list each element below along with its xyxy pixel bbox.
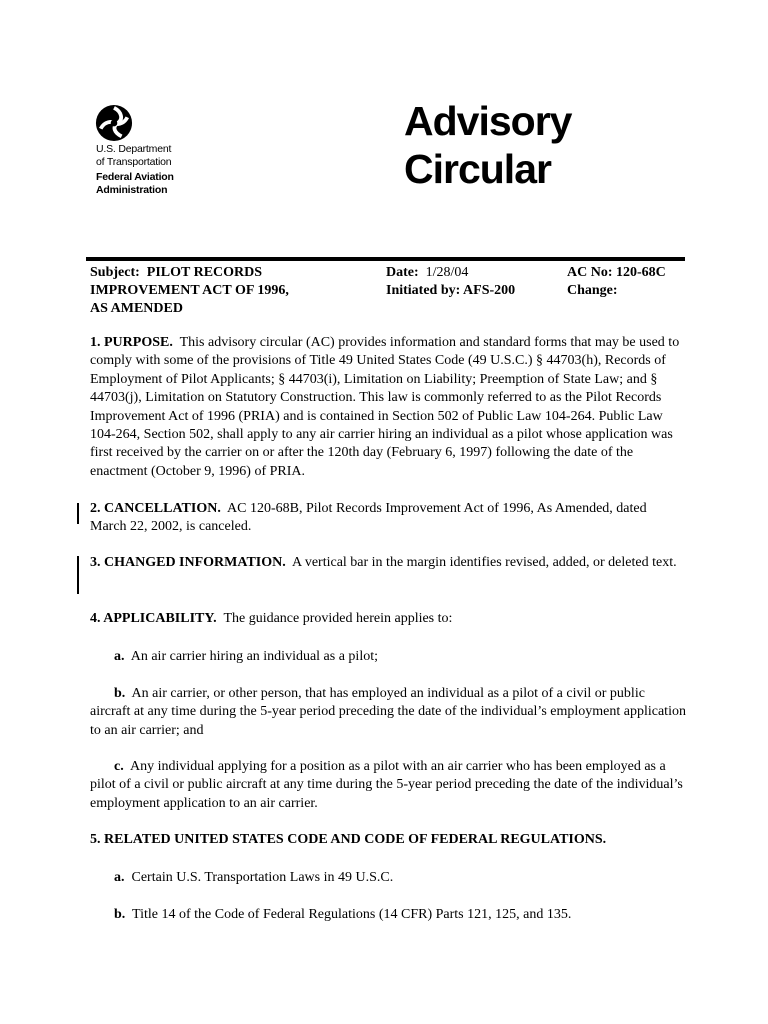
- cancellation-text: AC 120-68B, Pilot Records Improvement Act of 1996, As Amended, dated March 22, 2002, is canceled.: [90, 501, 647, 535]
- changed-info-heading: 3. CHANGED INFORMATION.: [90, 555, 286, 570]
- date-label: Date:: [386, 265, 419, 280]
- applicability-item-b: [90, 685, 686, 740]
- agency-line-2: of Transportation: [96, 155, 172, 168]
- subject-line-2: IMPROVEMENT ACT OF 1996,: [90, 283, 289, 298]
- subject-label: Subject:: [90, 265, 140, 280]
- applicability-heading: 4. APPLICABILITY.: [90, 611, 217, 626]
- applicability-paragraph: [90, 610, 686, 628]
- agency-line-1: U.S. Department: [96, 143, 172, 155]
- item-c-label: c.: [114, 759, 124, 774]
- dot-logo-icon: [95, 104, 133, 142]
- initiated-value: AFS-200: [463, 283, 516, 298]
- title-line-1: Advisory: [404, 98, 572, 144]
- document-title: [404, 97, 571, 193]
- item-b-text: An air carrier, or other person, that has employed an individual as a pilot of a civil or public aircraft at any time during the 5-year period preceding the date of the individual’s employment application to an air carrier; and: [90, 686, 686, 738]
- cancellation-paragraph: [90, 500, 686, 537]
- related-item-a: [90, 869, 686, 887]
- subject-block: [90, 264, 370, 318]
- subject-line-1: PILOT RECORDS: [146, 265, 263, 280]
- change-bar: [77, 503, 79, 524]
- related-b-label: b.: [114, 907, 126, 922]
- related-a-text: Certain U.S. Transportation Laws in 49 U.S.C.: [131, 870, 394, 885]
- purpose-text: This advisory circular (AC) provides information and standard forms that may be used to comply with some of the provisions of Title 49 United States Code (49 U.S.C.) § 44703(h), Records of Employment of Pilot Applicants; § 44703(i), Limitation on Liability; Preemption of State Law; and § 44703(j), Limitation on Statutory Construction. This law is commonly referred to as the Pilot Records Improvement Act of 1996 (PRIA) and is contained in Section 502 of Public Law 104-264. Public Law 104-264, Section 502, shall apply to any air carrier hiring an individual as a pilot whose application was first received by the carrier on or after the 120th day (February 6, 1997) following the date of the enactment (October 9, 1996) of PRIA.: [90, 335, 680, 479]
- purpose-paragraph: [90, 334, 686, 481]
- change-label: Change:: [567, 283, 618, 298]
- cancellation-heading: 2. CANCELLATION.: [90, 501, 221, 516]
- subject-line-3: AS AMENDED: [90, 301, 183, 316]
- date-value: 1/28/04: [425, 265, 469, 280]
- item-c-text: Any individual applying for a position as a pilot with an air carrier who has been employed as a pilot of a civil or public aircraft at any time during the 5-year period preceding the date of the individual’s employment application to an air carrier.: [90, 759, 683, 811]
- agency-name: [96, 143, 174, 196]
- related-heading: 5. RELATED UNITED STATES CODE AND CODE OF FEDERAL REGULATIONS.: [90, 832, 607, 847]
- date-block: [386, 264, 515, 300]
- applicability-text: The guidance provided herein applies to:: [223, 611, 453, 626]
- item-b-label: b.: [114, 686, 126, 701]
- faa-line-2: Administration: [96, 183, 168, 196]
- item-a-text: An air carrier hiring an individual as a pilot;: [130, 649, 378, 664]
- related-heading-paragraph: [90, 831, 686, 849]
- ac-number-block: [567, 264, 666, 300]
- applicability-item-a: [90, 648, 686, 666]
- acno-label: AC No:: [567, 265, 613, 280]
- item-a-label: a.: [114, 649, 125, 664]
- initiated-label: Initiated by:: [386, 283, 461, 298]
- purpose-heading: 1. PURPOSE.: [90, 335, 173, 350]
- change-bar: [77, 556, 79, 594]
- applicability-item-c: [90, 758, 686, 813]
- changed-info-paragraph: [90, 554, 686, 572]
- faa-line-1: Federal Aviation: [96, 171, 174, 183]
- acno-value: 120-68C: [616, 265, 666, 280]
- header-rule: [86, 257, 685, 261]
- title-line-2: Circular: [404, 146, 551, 192]
- related-b-text: Title 14 of the Code of Federal Regulations (14 CFR) Parts 121, 125, and 135.: [132, 907, 572, 922]
- changed-info-text: A vertical bar in the margin identifies revised, added, or deleted text.: [291, 555, 677, 570]
- related-item-b: [90, 906, 686, 924]
- related-a-label: a.: [114, 870, 125, 885]
